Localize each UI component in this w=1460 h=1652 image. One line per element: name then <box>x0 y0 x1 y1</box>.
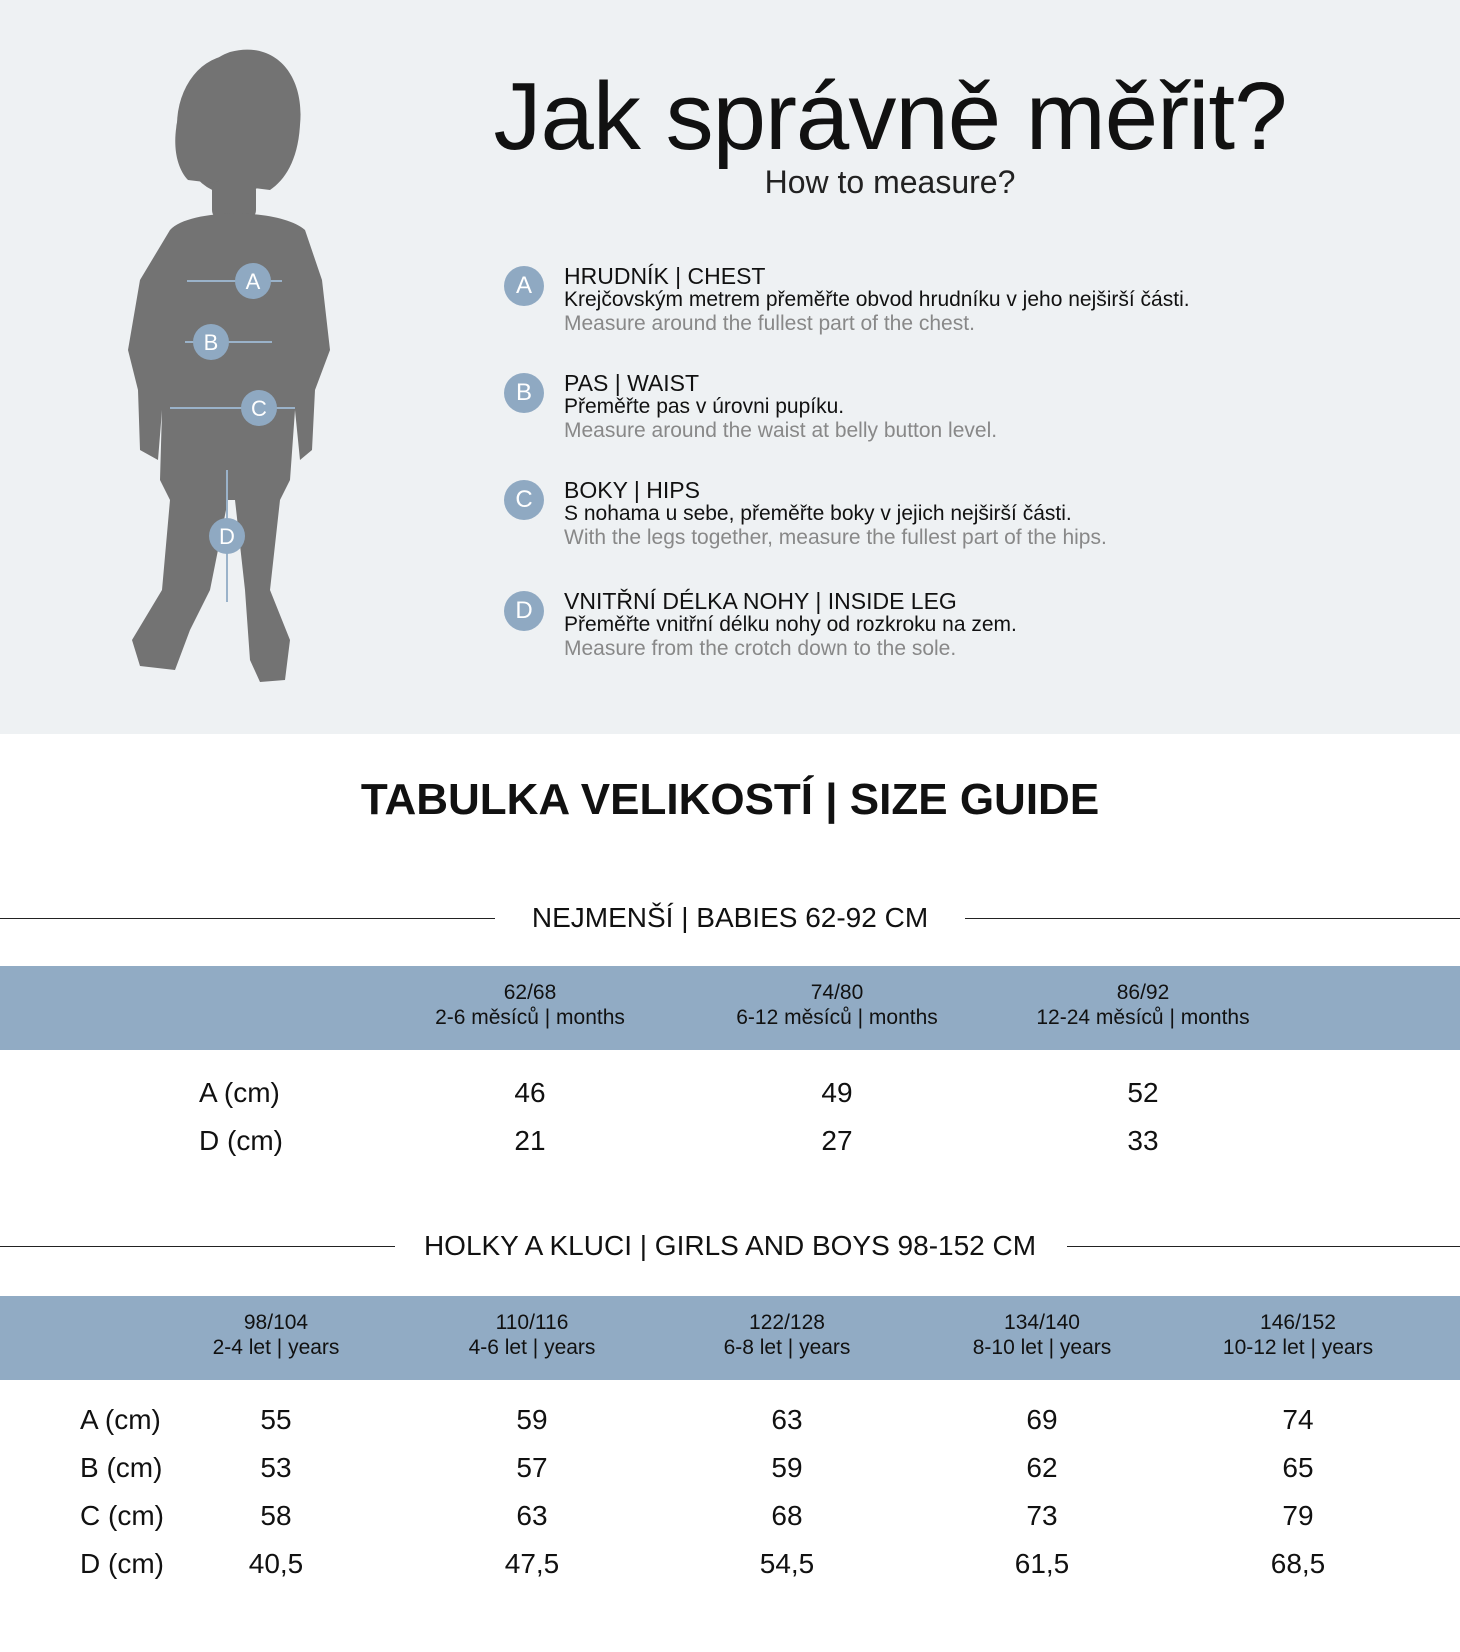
svg-text:B: B <box>203 330 219 355</box>
measure-heading: BOKY | HIPS <box>564 477 700 503</box>
size-guide-title: TABULKA VELIKOSTÍ | SIZE GUIDE <box>360 775 1100 824</box>
babies-header-band <box>0 966 1460 1050</box>
kids-column-header <box>126 1310 426 1360</box>
table-cell: 68 <box>771 1500 803 1531</box>
row-label: A (cm) <box>199 1077 280 1108</box>
kids-section-header <box>0 1226 1460 1266</box>
badge-a: A <box>504 266 544 306</box>
size-label: 122/128 <box>749 1311 825 1334</box>
svg-text:D: D <box>219 524 235 549</box>
table-cell: 58 <box>260 1500 292 1531</box>
table-cell: 59 <box>771 1452 803 1483</box>
page-subtitle: How to measure? <box>764 164 1016 200</box>
babies-section-header <box>0 898 1460 938</box>
kids-column-header <box>892 1310 1192 1360</box>
size-label: 86/92 <box>1116 981 1170 1004</box>
table-cell: 69 <box>1026 1404 1058 1435</box>
table-cell: 49 <box>821 1077 853 1108</box>
size-label: 74/80 <box>810 981 864 1004</box>
table-cell: 61,5 <box>1014 1548 1070 1579</box>
measure-text-cz: S nohama u sebe, přeměřte boky v jejich nejširší části. <box>564 502 1072 525</box>
marker-c <box>241 390 277 426</box>
row-label: A (cm) <box>80 1404 161 1435</box>
babies-column-header <box>380 980 680 1030</box>
measure-text-cz: Přeměřte vnitřní délku nohy od rozkroku na zem. <box>564 613 1017 636</box>
row-label: D (cm) <box>80 1548 164 1579</box>
badge-d: D <box>504 591 544 631</box>
measure-text-en: Measure around the waist at belly button level. <box>564 419 998 442</box>
svg-text:C: C <box>251 396 267 421</box>
measure-text-en: Measure around the fullest part of the chest. <box>564 312 975 335</box>
table-cell: 57 <box>516 1452 548 1483</box>
page-title: Jak správně měřit? <box>493 63 1287 170</box>
how-to-measure-panel <box>0 0 1460 734</box>
measure-item-inside-leg <box>504 589 1424 661</box>
table-cell: 54,5 <box>759 1548 815 1579</box>
table-cell: 65 <box>1282 1452 1314 1483</box>
marker-b <box>193 324 229 360</box>
table-cell: 59 <box>516 1404 548 1435</box>
kids-header-band <box>0 1296 1460 1380</box>
kids-column-header <box>1148 1310 1448 1360</box>
age-label: 8-10 let | years <box>972 1336 1112 1359</box>
table-cell: 62 <box>1026 1452 1058 1483</box>
table-cell: 46 <box>514 1077 546 1108</box>
measure-text-en: With the legs together, measure the fullest part of the hips. <box>564 526 1107 549</box>
marker-d <box>209 518 245 554</box>
age-label: 6-8 let | years <box>723 1336 851 1359</box>
measure-item-chest <box>504 264 1424 336</box>
size-label: 146/152 <box>1260 1311 1336 1334</box>
table-cell: 33 <box>1127 1125 1159 1156</box>
table-cell: 53 <box>260 1452 292 1483</box>
measure-item-hips <box>504 478 1424 550</box>
table-cell: 73 <box>1026 1500 1058 1531</box>
marker-a <box>235 263 271 299</box>
table-cell: 40,5 <box>248 1548 304 1579</box>
measure-text-cz: Krejčovským metrem přeměřte obvod hrudníku v jeho nejširší části. <box>564 288 1190 311</box>
age-label: 2-6 měsíců | months <box>435 1006 625 1029</box>
row-label: B (cm) <box>80 1452 163 1483</box>
age-label: 6-12 měsíců | months <box>736 1006 938 1029</box>
age-label: 2-4 let | years <box>212 1336 340 1359</box>
age-label: 10-12 let | years <box>1222 1336 1374 1359</box>
babies-column-header <box>687 980 987 1030</box>
svg-text:A: A <box>245 269 261 294</box>
table-cell: 21 <box>514 1125 546 1156</box>
measure-text-en: Measure from the crotch down to the sole. <box>564 637 957 660</box>
babies-column-header <box>993 980 1293 1030</box>
table-cell: 27 <box>821 1125 853 1156</box>
table-cell: 74 <box>1282 1404 1314 1435</box>
row-label: D (cm) <box>199 1125 283 1156</box>
child-silhouette-icon <box>128 50 330 682</box>
size-label: 62/68 <box>503 981 557 1004</box>
badge-c: C <box>504 480 544 520</box>
measure-item-waist <box>504 371 1424 443</box>
measure-text-cz: Přeměřte pas v úrovni pupíku. <box>564 395 845 418</box>
table-cell: 63 <box>771 1404 803 1435</box>
table-cell: 68,5 <box>1270 1548 1326 1579</box>
table-cell: 55 <box>260 1404 292 1435</box>
measure-heading: HRUDNÍK | CHEST <box>564 263 766 289</box>
size-label: 98/104 <box>243 1311 309 1334</box>
table-cell: 79 <box>1282 1500 1314 1531</box>
age-label: 12-24 měsíců | months <box>1036 1006 1250 1029</box>
measure-heading: VNITŘNÍ DÉLKA NOHY | INSIDE LEG <box>564 588 957 614</box>
measure-heading: PAS | WAIST <box>564 370 700 396</box>
kids-section-label: HOLKY A KLUCI | GIRLS AND BOYS 98-152 CM <box>396 1230 1064 1261</box>
table-cell: 63 <box>516 1500 548 1531</box>
table-cell: 52 <box>1127 1077 1159 1108</box>
badge-b: B <box>504 373 544 413</box>
child-silhouette-figure <box>100 30 400 710</box>
size-label: 110/116 <box>495 1311 569 1334</box>
babies-section-label: NEJMENŠÍ | BABIES 62-92 CM <box>504 902 956 933</box>
size-label: 134/140 <box>1004 1311 1080 1334</box>
table-cell: 47,5 <box>504 1548 560 1579</box>
age-label: 4-6 let | years <box>468 1336 596 1359</box>
row-label: C (cm) <box>80 1500 164 1531</box>
